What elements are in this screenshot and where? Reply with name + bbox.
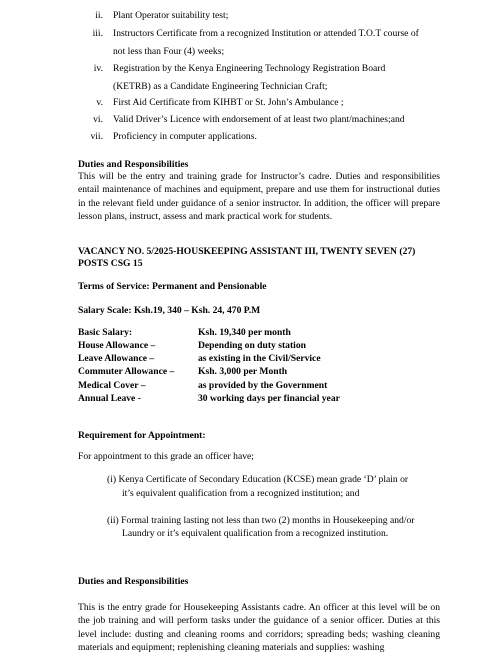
benefit-value: as provided by the Government (198, 380, 328, 391)
terms-of-service: Terms of Service: Permanent and Pensionable (78, 281, 267, 292)
requirement-item: (i) Kenya Certificate of Secondary Education (KCSE) mean grade ‘D’ plain or (107, 474, 409, 485)
vacancy-title: VACANCY NO. 5/2025-HOUSKEEPING ASSISTANT III, TWENTY SEVEN (27) (78, 246, 416, 257)
benefit-label: Commuter Allowance – (78, 366, 175, 377)
duties-paragraph: This is the entry grade for Housekeeping Assistants cadre. An officer at this level will be on the job training and will perform tasks under the guidance of a senior officer. Duties at this level include: dusting and cleaning rooms and corridors; spreading beds; washing cleaning materials and equipment; replenishing cleaning materials and supplies: washing (78, 602, 440, 653)
requirement-intro: For appointment to this grade an officer have; (78, 451, 254, 462)
list-item-text: not less than Four (4) weeks; (113, 46, 225, 57)
benefit-label: Annual Leave - (78, 393, 141, 404)
benefit-value: Depending on duty station (198, 340, 306, 351)
benefit-label: House Allowance – (78, 340, 156, 351)
duties-heading: Duties and Responsibilities (78, 159, 189, 170)
benefit-label: Leave Allowance – (78, 353, 155, 364)
list-number: v. (96, 97, 103, 108)
requirement-heading: Requirement for Appointment: (78, 430, 206, 441)
list-item-text: Plant Operator suitability test; (113, 10, 229, 21)
benefit-label: Basic Salary: (78, 327, 133, 338)
benefit-label: Medical Cover – (78, 380, 146, 391)
list-number: vi. (93, 114, 103, 125)
list-item-text: Valid Driver’s Licence with endorsement of at least two plant/machines;and (113, 114, 405, 125)
duties-paragraph: This will be the entry and training grade for Instructor’s cadre. Duties and responsibilities entail maintenance of machines and equipment, prepare and use them for instructional duties in the relevant field under guidance of a senior instructor. In addition, the officer will prepare lesson plans, instruct, assess and mark practical work for students. (78, 171, 440, 222)
benefit-value: Ksh. 19,340 per month (198, 327, 291, 338)
requirement-item-cont: it’s equivalent qualification from a recognized institution; and (122, 488, 360, 499)
list-number: ii. (95, 10, 103, 21)
requirement-item: (ii) Formal training lasting not less than two (2) months in Housekeeping and/or (107, 515, 415, 526)
list-item-text: Instructors Certificate from a recognized Institution or attended T.O.T course of (113, 28, 419, 39)
list-item-text: Proficiency in computer applications. (113, 131, 257, 142)
benefit-value: Ksh. 3,000 per Month (198, 366, 288, 377)
list-item-text: First Aid Certificate from KIHBT or St. John’s Ambulance ; (113, 97, 344, 108)
benefit-value: 30 working days per financial year (198, 393, 340, 404)
salary-scale: Salary Scale: Ksh.19, 340 – Ksh. 24, 470 P.M (78, 305, 261, 316)
requirement-item-cont: Laundry or it’s equivalent qualification from a recognized institution. (122, 528, 389, 539)
vacancy-title-cont: POSTS CSG 15 (78, 258, 143, 269)
list-number: vii. (90, 131, 103, 142)
list-number: iv. (93, 63, 103, 74)
benefit-value: as existing in the Civil/Service (198, 353, 321, 364)
duties-heading: Duties and Responsibilities (78, 576, 189, 587)
list-item-text: (KETRB) as a Candidate Engineering Technician Craft; (113, 81, 328, 92)
list-number: iii. (92, 28, 103, 39)
list-item-text: Registration by the Kenya Engineering Technology Registration Board (113, 63, 386, 74)
